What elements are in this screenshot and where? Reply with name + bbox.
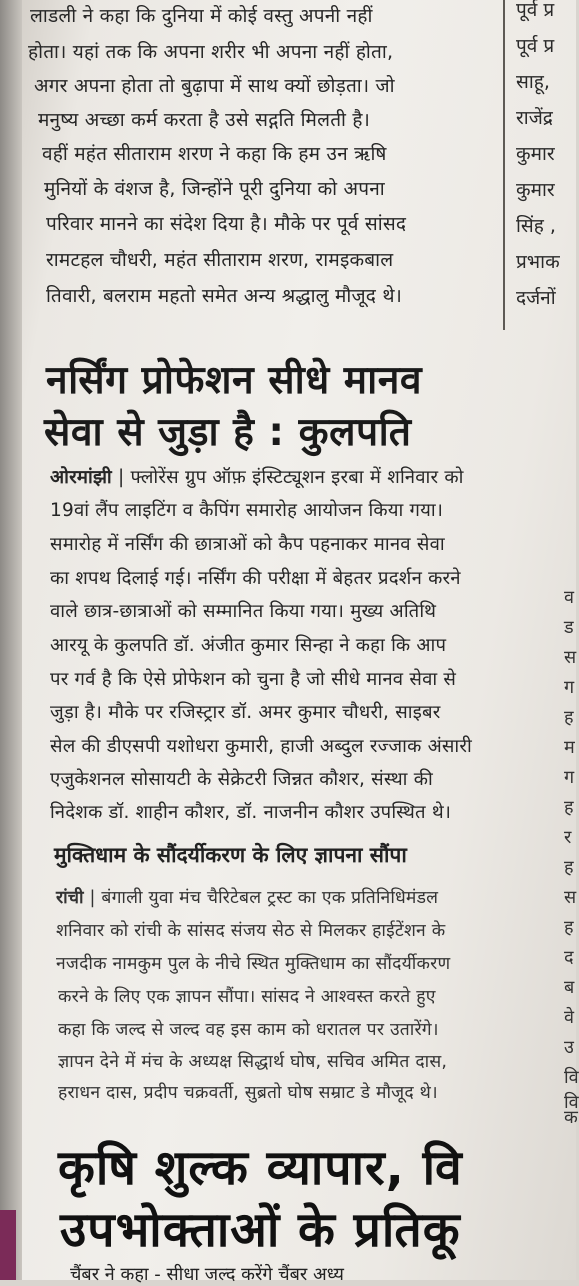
- article-line: लाडली ने कहा कि दुनिया में कोई वस्तु अपनी नहीं: [30, 5, 373, 27]
- article-line: का शपथ दिलाई गई। नर्सिंग की परीक्षा में बेहतर प्रदर्शन करने: [50, 568, 461, 589]
- article-line: कहा कि जल्द से जल्द वह इस काम को धरातल पर उतारेंगे।: [58, 1020, 439, 1040]
- background-object: [0, 1210, 16, 1280]
- fragment-line: कुमार: [516, 179, 555, 201]
- article-line: सेल की डीएसपी यशोधरा कुमारी, हाजी अब्दुल रज्जाक अंसारी: [50, 736, 472, 757]
- article-line: वहीं महंत सीताराम शरण ने कहा कि हम उन ऋषि: [42, 143, 387, 165]
- fragment-line: पूर्व प्र: [516, 0, 555, 21]
- fragment-char: वे: [564, 1007, 575, 1028]
- article-line: समारोह में नर्सिंग की छात्राओं को कैप पहनाकर मानव सेवा: [50, 534, 445, 555]
- fragment-char: व: [564, 587, 575, 608]
- fragment-char: र: [564, 827, 572, 848]
- article-line: हराधन दास, प्रदीप चक्रवर्ती, सुब्रतो घोष सम्राट डे मौजूद थे।: [58, 1083, 438, 1103]
- article-line: मुनियों के वंशज है, जिन्होंने पूरी दुनिया को अपना: [44, 178, 385, 200]
- dateline: रांची: [56, 888, 84, 908]
- fragment-char: ग: [564, 677, 575, 698]
- fragment-char: वि: [564, 1092, 579, 1113]
- fragment-line: कुमार: [516, 143, 555, 165]
- fragment-char: उ: [564, 1037, 574, 1058]
- article-line: शनिवार को रांची के सांसद संजय सेठ से मिलकर हाईटेंशन के: [56, 921, 446, 941]
- fragment-char: ह: [564, 797, 574, 818]
- fragment-line: दर्जनों: [516, 287, 556, 309]
- fragment-char: स: [564, 887, 577, 908]
- headline: उपभोक्ताओं के प्रतिकू: [60, 1202, 461, 1258]
- fragment-line: सिंह ,: [516, 215, 556, 237]
- dateline: ओरमांझी: [50, 467, 112, 488]
- article-line: होता। यहां तक कि अपना शरीर भी अपना नहीं होता,: [28, 41, 394, 63]
- article-line: परिवार मानने का संदेश दिया है। मौके पर पूर्व सांसद: [46, 213, 407, 235]
- article-line: ज्ञापन देने में मंच के अध्यक्ष सिद्धार्थ घोष, सचिव अमित दास,: [58, 1052, 448, 1072]
- fragment-char: ह: [564, 857, 574, 878]
- article-line: वाले छात्र-छात्राओं को सम्मानित किया गया। मुख्य अतिथि: [50, 601, 437, 622]
- right-column-fragment: [508, 0, 576, 320]
- article-line: आरयू के कुलपति डॉ. अंजीत कुमार सिन्हा ने कहा कि आप: [50, 635, 447, 656]
- fragment-line: साहू,: [516, 71, 550, 93]
- article-line: [50, 464, 464, 489]
- article-line: निदेशक डॉ. शाहीन कौशर, डॉ. नाजनीन कौशर उपस्थित थे।: [50, 802, 452, 823]
- fragment-char: ड: [564, 617, 574, 638]
- fragment-char: क: [564, 1107, 578, 1128]
- fragment-line: पूर्व प्र: [516, 35, 555, 57]
- article-line-text: फ्लोरेंस ग्रुप ऑफ़ इंस्टिट्यूशन इरबा में शनिवार को: [130, 467, 464, 488]
- article-line: पर गर्व है कि ऐसे प्रोफेशन को चुना है जो सीधे मानव सेवा से: [50, 669, 457, 690]
- article-line: अगर अपना होता तो बुढ़ापा में साथ क्यों छोड़ता। जो: [34, 75, 395, 97]
- article-line: [56, 885, 438, 909]
- article-line-text: बंगाली युवा मंच चैरिटेबल ट्रस्ट का एक प्रतिनिधिमंडल: [101, 888, 439, 908]
- dateline-separator: |: [89, 888, 102, 908]
- fragment-char: स: [564, 647, 577, 668]
- article-line: 19वां लैंप लाइटिंग व कैपिंग समारोह आयोजन किया गया।: [50, 500, 444, 521]
- article-line: रामटहल चौधरी, महंत सीताराम शरण, रामइकबाल: [46, 249, 394, 271]
- headline: नर्सिंग प्रोफेशन सीधे मानव: [46, 358, 423, 403]
- article-line: मनुष्य अच्छा कर्म करता है उसे सद्गति मिलती है।: [38, 109, 371, 131]
- fragment-char: ग: [564, 767, 575, 788]
- article-line: तिवारी, बलराम महतो समेत अन्य श्रद्धालु मौजूद थे।: [46, 285, 403, 307]
- article-line: एजुकेशनल सोसायटी के सेक्रेटरी जिन्नत कौशर, संस्था की: [50, 769, 433, 790]
- fragment-char: द: [564, 947, 574, 968]
- fragment-char: वि: [564, 1067, 579, 1088]
- headline: सेवा से जुड़ा है : कुलपति: [44, 410, 412, 455]
- fragment-line: राजेंद्र: [516, 107, 553, 129]
- fragment-char: ब: [564, 977, 575, 998]
- fragment-line: प्रभाक: [516, 251, 560, 273]
- article-line: नजदीक नामकुम पुल के नीचे स्थित मुक्तिधाम का सौंदर्यीकरण: [56, 954, 451, 974]
- fragment-char: ह: [564, 707, 574, 728]
- subheadline: मुक्तिधाम के सौंदर्यीकरण के लिए ज्ञापना सौंपा: [54, 843, 407, 867]
- fragment-char: म: [564, 737, 575, 758]
- headline: कृषि शुल्क व्यापार, वि: [58, 1140, 463, 1196]
- article-line: चैंबर ने कहा - सीधा जल्द करेंगे चैंबर अध्य: [70, 1264, 344, 1285]
- column-divider: [503, 0, 505, 330]
- article-line: करने के लिए एक ज्ञापन सौंपा। सांसद ने आश्वस्त करते हुए: [58, 987, 436, 1007]
- dateline-separator: |: [118, 467, 131, 488]
- page-left-shadow: [0, 0, 22, 1280]
- article-line: जुड़ा है। मौके पर रजिस्ट्रार डॉ. अमर कुमार चौधरी, साइबर: [50, 702, 441, 723]
- fragment-char: ह: [564, 917, 574, 938]
- right-column-fragment: [564, 585, 579, 1128]
